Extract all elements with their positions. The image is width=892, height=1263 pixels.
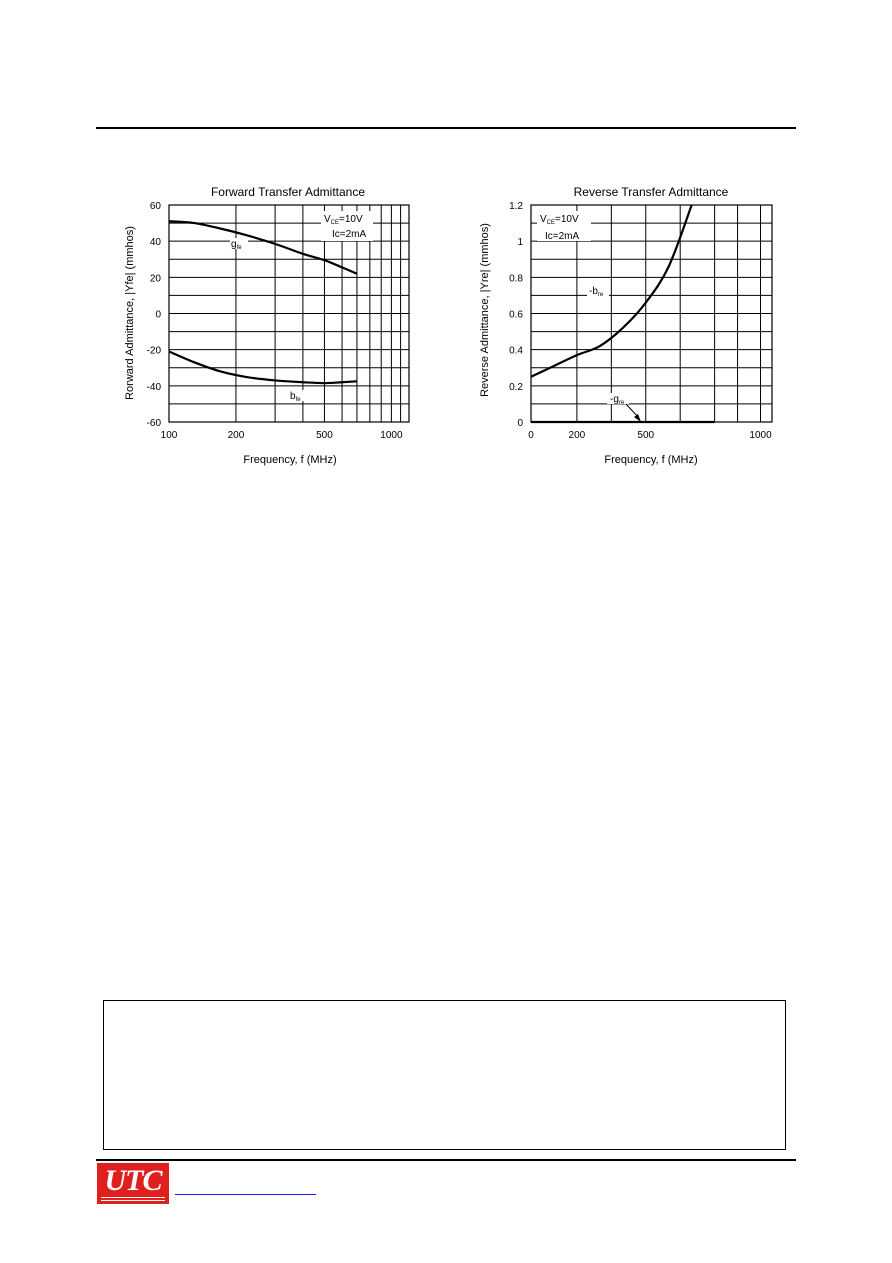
chart1-ic-condition: Ic=2mA bbox=[332, 229, 367, 240]
x-tick-label: 500 bbox=[316, 430, 333, 441]
chart2-y-axis-label: Reverse Admittance, |Yre| (mmhos) bbox=[479, 223, 491, 397]
x-tick-label: 200 bbox=[568, 430, 586, 441]
chart2-vce-condition: $V_{CE}=10V$ bbox=[540, 214, 579, 226]
x-tick-label: 1000 bbox=[380, 430, 403, 441]
gre-arrow-head bbox=[634, 414, 641, 422]
y-tick-label: -40 bbox=[146, 381, 161, 393]
utc-logo bbox=[97, 1163, 169, 1204]
footer-link-underline[interactable] bbox=[175, 1194, 316, 1195]
y-tick-label: 1 bbox=[517, 237, 523, 249]
y-tick-label: -20 bbox=[146, 345, 161, 357]
utc-logo-lettering: UTC bbox=[104, 1164, 162, 1197]
gre-series-label: $-g_{re}$ bbox=[610, 394, 625, 406]
x-tick-label: 0 bbox=[528, 430, 534, 441]
y-tick-label: 1.2 bbox=[509, 201, 523, 212]
y-tick-label: 0.4 bbox=[509, 345, 523, 357]
footer-rule bbox=[96, 1159, 796, 1161]
bfe-series-label: $b_{fe}$ bbox=[290, 391, 301, 403]
x-tick-label: 200 bbox=[227, 430, 245, 441]
y-tick-label: 0.2 bbox=[509, 381, 523, 393]
logo-line bbox=[101, 1200, 165, 1201]
chart1-vce-condition: $V_{CE}=10V$ bbox=[324, 214, 363, 226]
x-tick-label: 1000 bbox=[749, 430, 772, 441]
y-tick-label: 0.8 bbox=[509, 273, 523, 285]
y-tick-label: 0.6 bbox=[509, 309, 523, 321]
y-tick-label: 40 bbox=[149, 237, 161, 249]
y-tick-label: 0 bbox=[155, 309, 161, 321]
chart2-title: Reverse Transfer Admittance bbox=[573, 185, 729, 199]
chart1-y-axis-label: Rorward Admittance, |Yfe| (mmhos) bbox=[124, 226, 136, 400]
bre-series-label: $-b_{re}$ bbox=[589, 286, 604, 298]
y-tick-label: 20 bbox=[149, 273, 161, 285]
y-tick-label: 60 bbox=[149, 201, 161, 212]
chart2-ic-condition: Ic=2mA bbox=[545, 231, 580, 242]
chart1-title: Forward Transfer Admittance bbox=[210, 185, 366, 199]
x-tick-label: 500 bbox=[637, 430, 655, 441]
gfe-series-label: $g_{fe}$ bbox=[231, 239, 242, 251]
chart1-x-axis-label: Frequency, f (MHz) bbox=[243, 454, 337, 466]
logo-line bbox=[101, 1197, 165, 1198]
y-tick-label: 0 bbox=[517, 418, 523, 429]
x-tick-label: 100 bbox=[160, 430, 178, 441]
y-tick-label: -60 bbox=[146, 418, 161, 429]
notice-box bbox=[103, 1000, 786, 1150]
chart2-x-axis-label: Frequency, f (MHz) bbox=[604, 454, 698, 466]
